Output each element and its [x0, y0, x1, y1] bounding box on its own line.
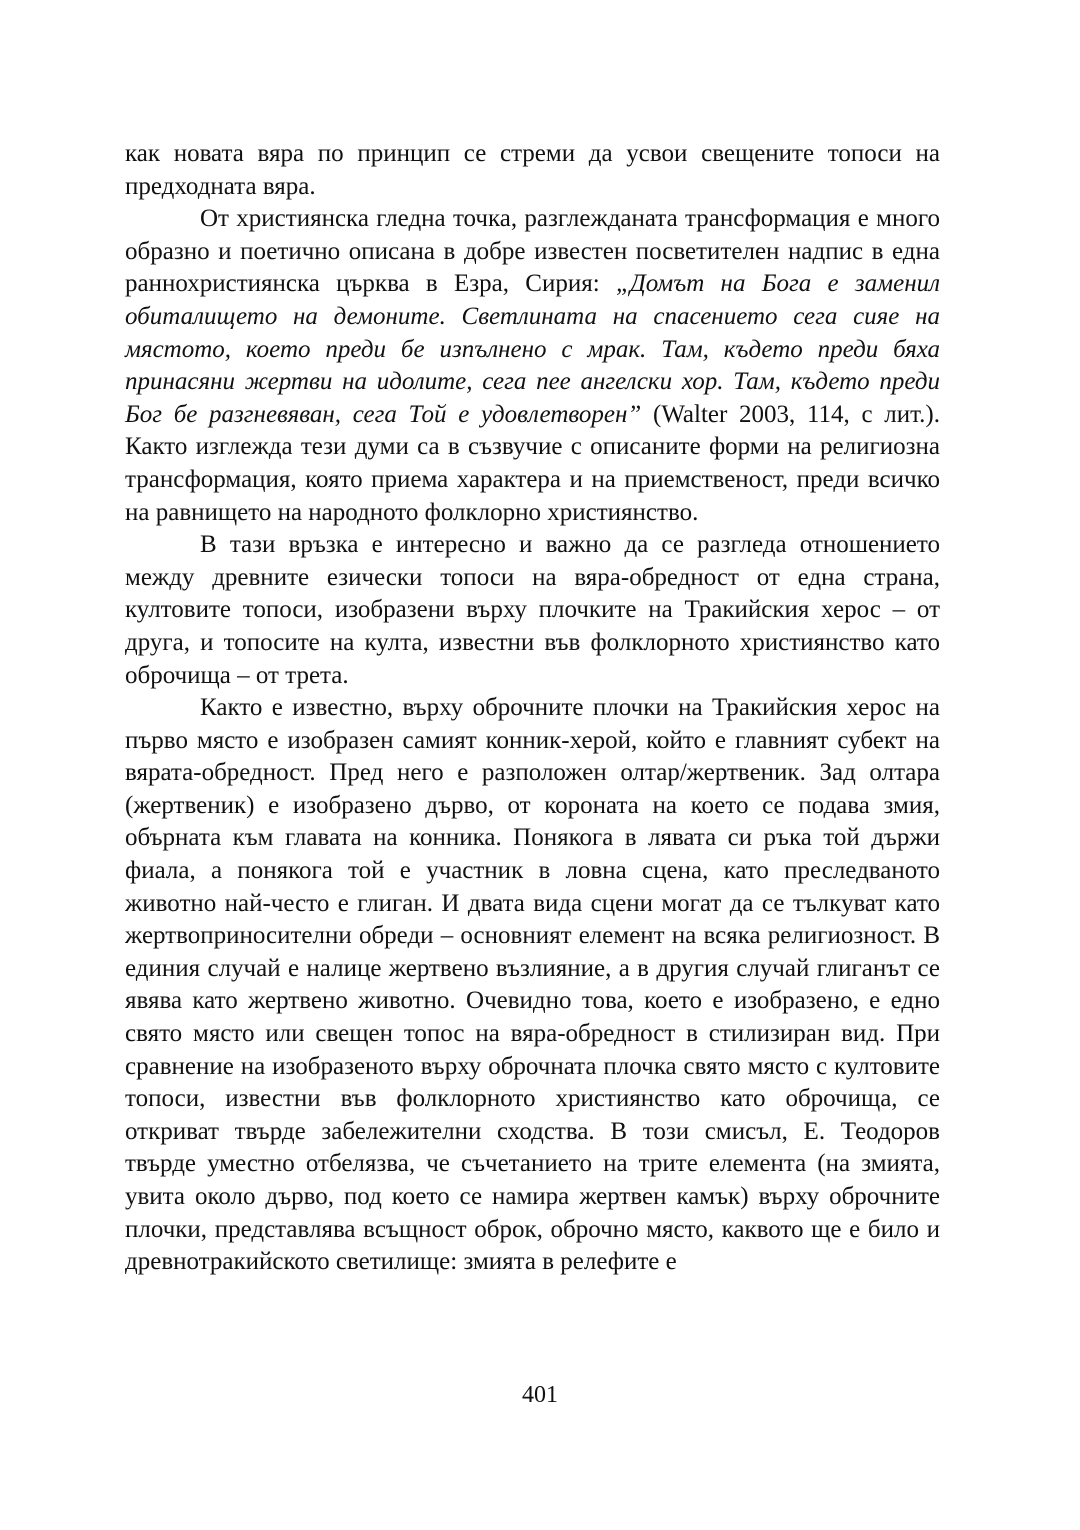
- paragraph-4: Както е известно, върху оброчните плочки на Тракийския херос на първо място е изобразен самият конник-херой, който е главният субект на вярата-обредност. Пред него е разположен олтар/жертвеник. Зад олтара (жертвеник) е изобразено дърво, от короната на което се подава змия, обърната към главата на конника. Понякога в лявата си ръка той държи фиала, а понякога той е участник в ловна сцена, като преследваното животно най-често е глиган. И двата вида сцени могат да се тълкуват като жертвоприносителни обреди – основният елемент на всяка религиозност. В единия случай е налице жертвено възлияние, а в другия случай глиганът се явява като жертвено животно. Очевидно това, което е изобразено, е едно свято място или свещен топос на вяра-обредност в стилизиран вид. При сравнение на изобразеното върху оброчната плочка свято място с култовите топоси, известни във фолклорното християнство като оброчища, се откриват твърде забележителни сходства. В този смисъл, Е. Теодоров твърде уместно отбелязва, че съчетанието на трите елемента (на змията, увита около дърво, под което се намира жертвен камък) върху оброчните плочки, представлява всъщност оброк, оброчно място, каквото ще е било и древнотракийското светилище: змията в релефите е: [125, 694, 940, 1276]
- paragraph-2: [125, 203, 940, 529]
- paragraph-2-text-a: От християнска гледна точка, разглежданата трансформация е много образно и поетично описана в добре известен посветителен надпис в една раннохристиянска църква в Езра, Сирия:: [125, 205, 940, 298]
- inscription-quote: „Домът на Бога е заменил обиталището на демоните. Светлината на спасението сега сияе на мястото, което преди бе изпълнено с мрак. Там, където преди бяха принасяни жертви на идолите, сега пее ангелски хор. Там, където преди Бог бе разгневяван, сега Той е удовлетворен”: [125, 270, 940, 428]
- page-body: [125, 138, 940, 1279]
- page-number: 401: [522, 1382, 558, 1408]
- paragraph-1: как новата вяра по принцип се стреми да усвои свещените топоси на предходната вяра.: [125, 140, 940, 200]
- paragraph-2-text-b: (Walter 2003, 114, с лит.). Както изглежда тези думи са в съзвучие с описаните форми на религиозна трансформация, която приема характера и на приемственост, преди всичко на равнището на народното фолклорно християнство.: [125, 400, 940, 526]
- paragraph-3: В тази връзка е интересно и важно да се разгледа отношението между древните езически топоси на вяра-обредност от една страна, култовите топоси, изобразени върху плочките на Тракийския херос – от друга, и топосите на култа, известни във фолклорното християнство като оброчища – от трета.: [125, 531, 940, 689]
